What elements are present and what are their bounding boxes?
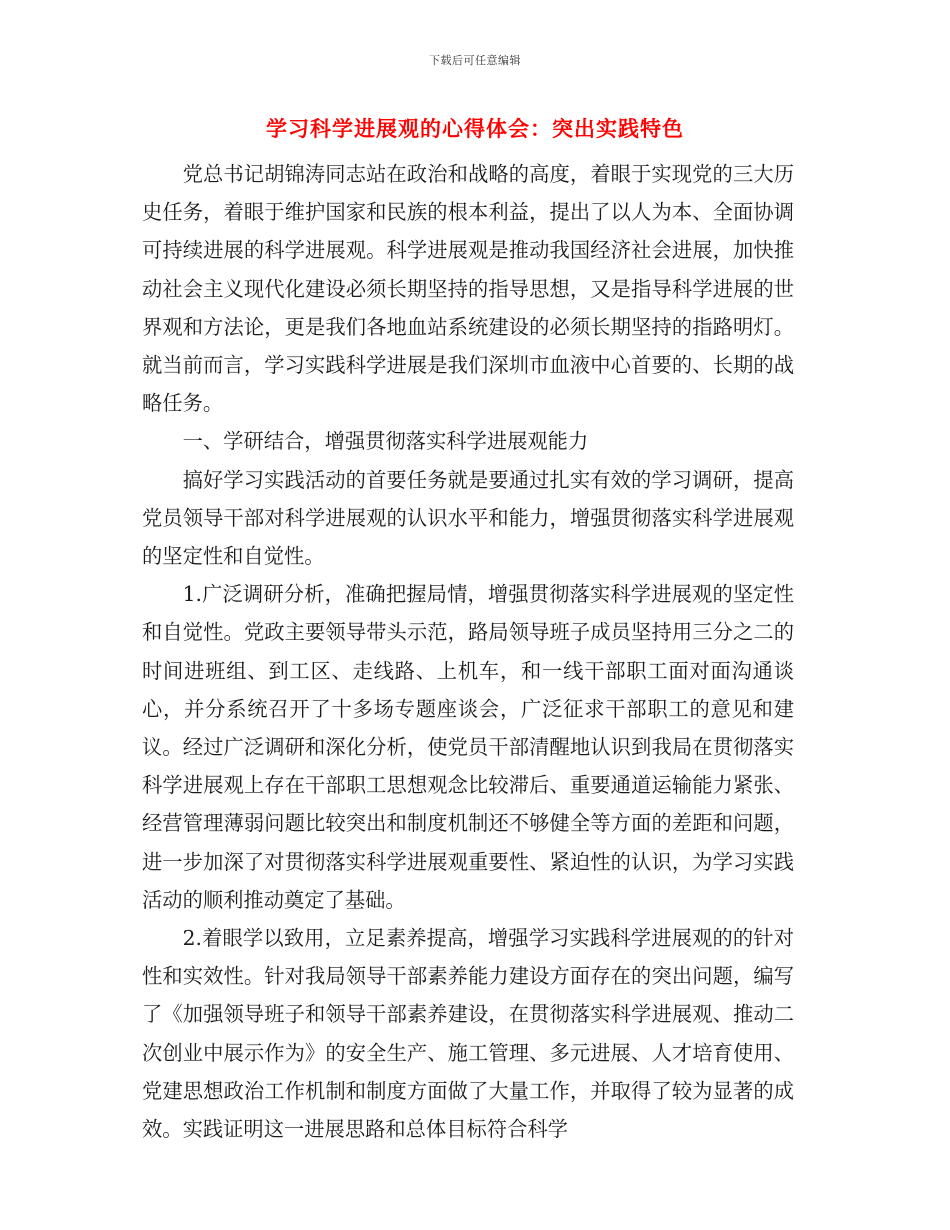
document-title: 学习科学进展观的心得体会：突出实践特色 — [266, 116, 684, 141]
paragraph-intro: 党总书记胡锦涛同志站在政治和战略的高度，着眼于实现党的三大历史任务，着眼于维护国家和民族的根本利益，提出了以人为本、全面协调可持续进展的科学进展观。科学进展观是推动我国经济社会进展，加快推动社会主义现代化建设必须长期坚持的指导思想，又是指导科学进展的世界观和方法论，更是我们各地血站系统建设的必须长期坚持的指路明灯。就当前而言，学习实践科学进展是我们深圳市血液中心首要的、长期的战略任务。 — [142, 162, 794, 416]
paragraph-point-2: 2.着眼学以致用，立足素养提高，增强学习实践科学进展观的的针对性和实效性。针对我局领导干部素养能力建设方面存在的突出问题，编写了《加强领导班子和领导干部素养建设，在贯彻落实科学进展观、推动二次创业中展示作为》的安全生产、施工管理、多元进展、人才培育使用、党建思想政治工作机制和制度方面做了大量工作，并取得了较为显著的成效。实践证明这一进展思路和总体目标符合科学 — [142, 926, 794, 1142]
paragraph-section-1-intro: 搞好学习实践活动的首要任务就是要通过扎实有效的学习调研，提高党员领导干部对科学进展观的认识水平和能力，增强贯彻落实科学进展观的坚定性和自觉性。 — [142, 467, 794, 569]
document-body — [142, 155, 794, 1148]
section-heading-1: 一、学研结合，增强贯彻落实科学进展观能力 — [182, 429, 589, 454]
header-note: 下载后可任意编辑 — [429, 54, 521, 67]
paragraph-point-1: 1.广泛调研分析，准确把握局情，增强贯彻落实科学进展观的坚定性和自觉性。党政主要领导带头示范，路局领导班子成员坚持用三分之二的时间进班组、到工区、走线路、上机车，和一线干部职工面对面沟通谈心，并分系统召开了十多场专题座谈会，广泛征求干部职工的意见和建议。经过广泛调研和深化分析，使党员干部清醒地认识到我局在贯彻落实科学进展观上存在干部职工思想观念比较滞后、重要通道运输能力紧张、经营管理薄弱问题比较突出和制度机制还不够健全等方面的差距和问题，进一步加深了对贯彻落实科学进展观重要性、紧迫性的认识，为学习实践活动的顺利推动奠定了基础。 — [142, 582, 794, 912]
